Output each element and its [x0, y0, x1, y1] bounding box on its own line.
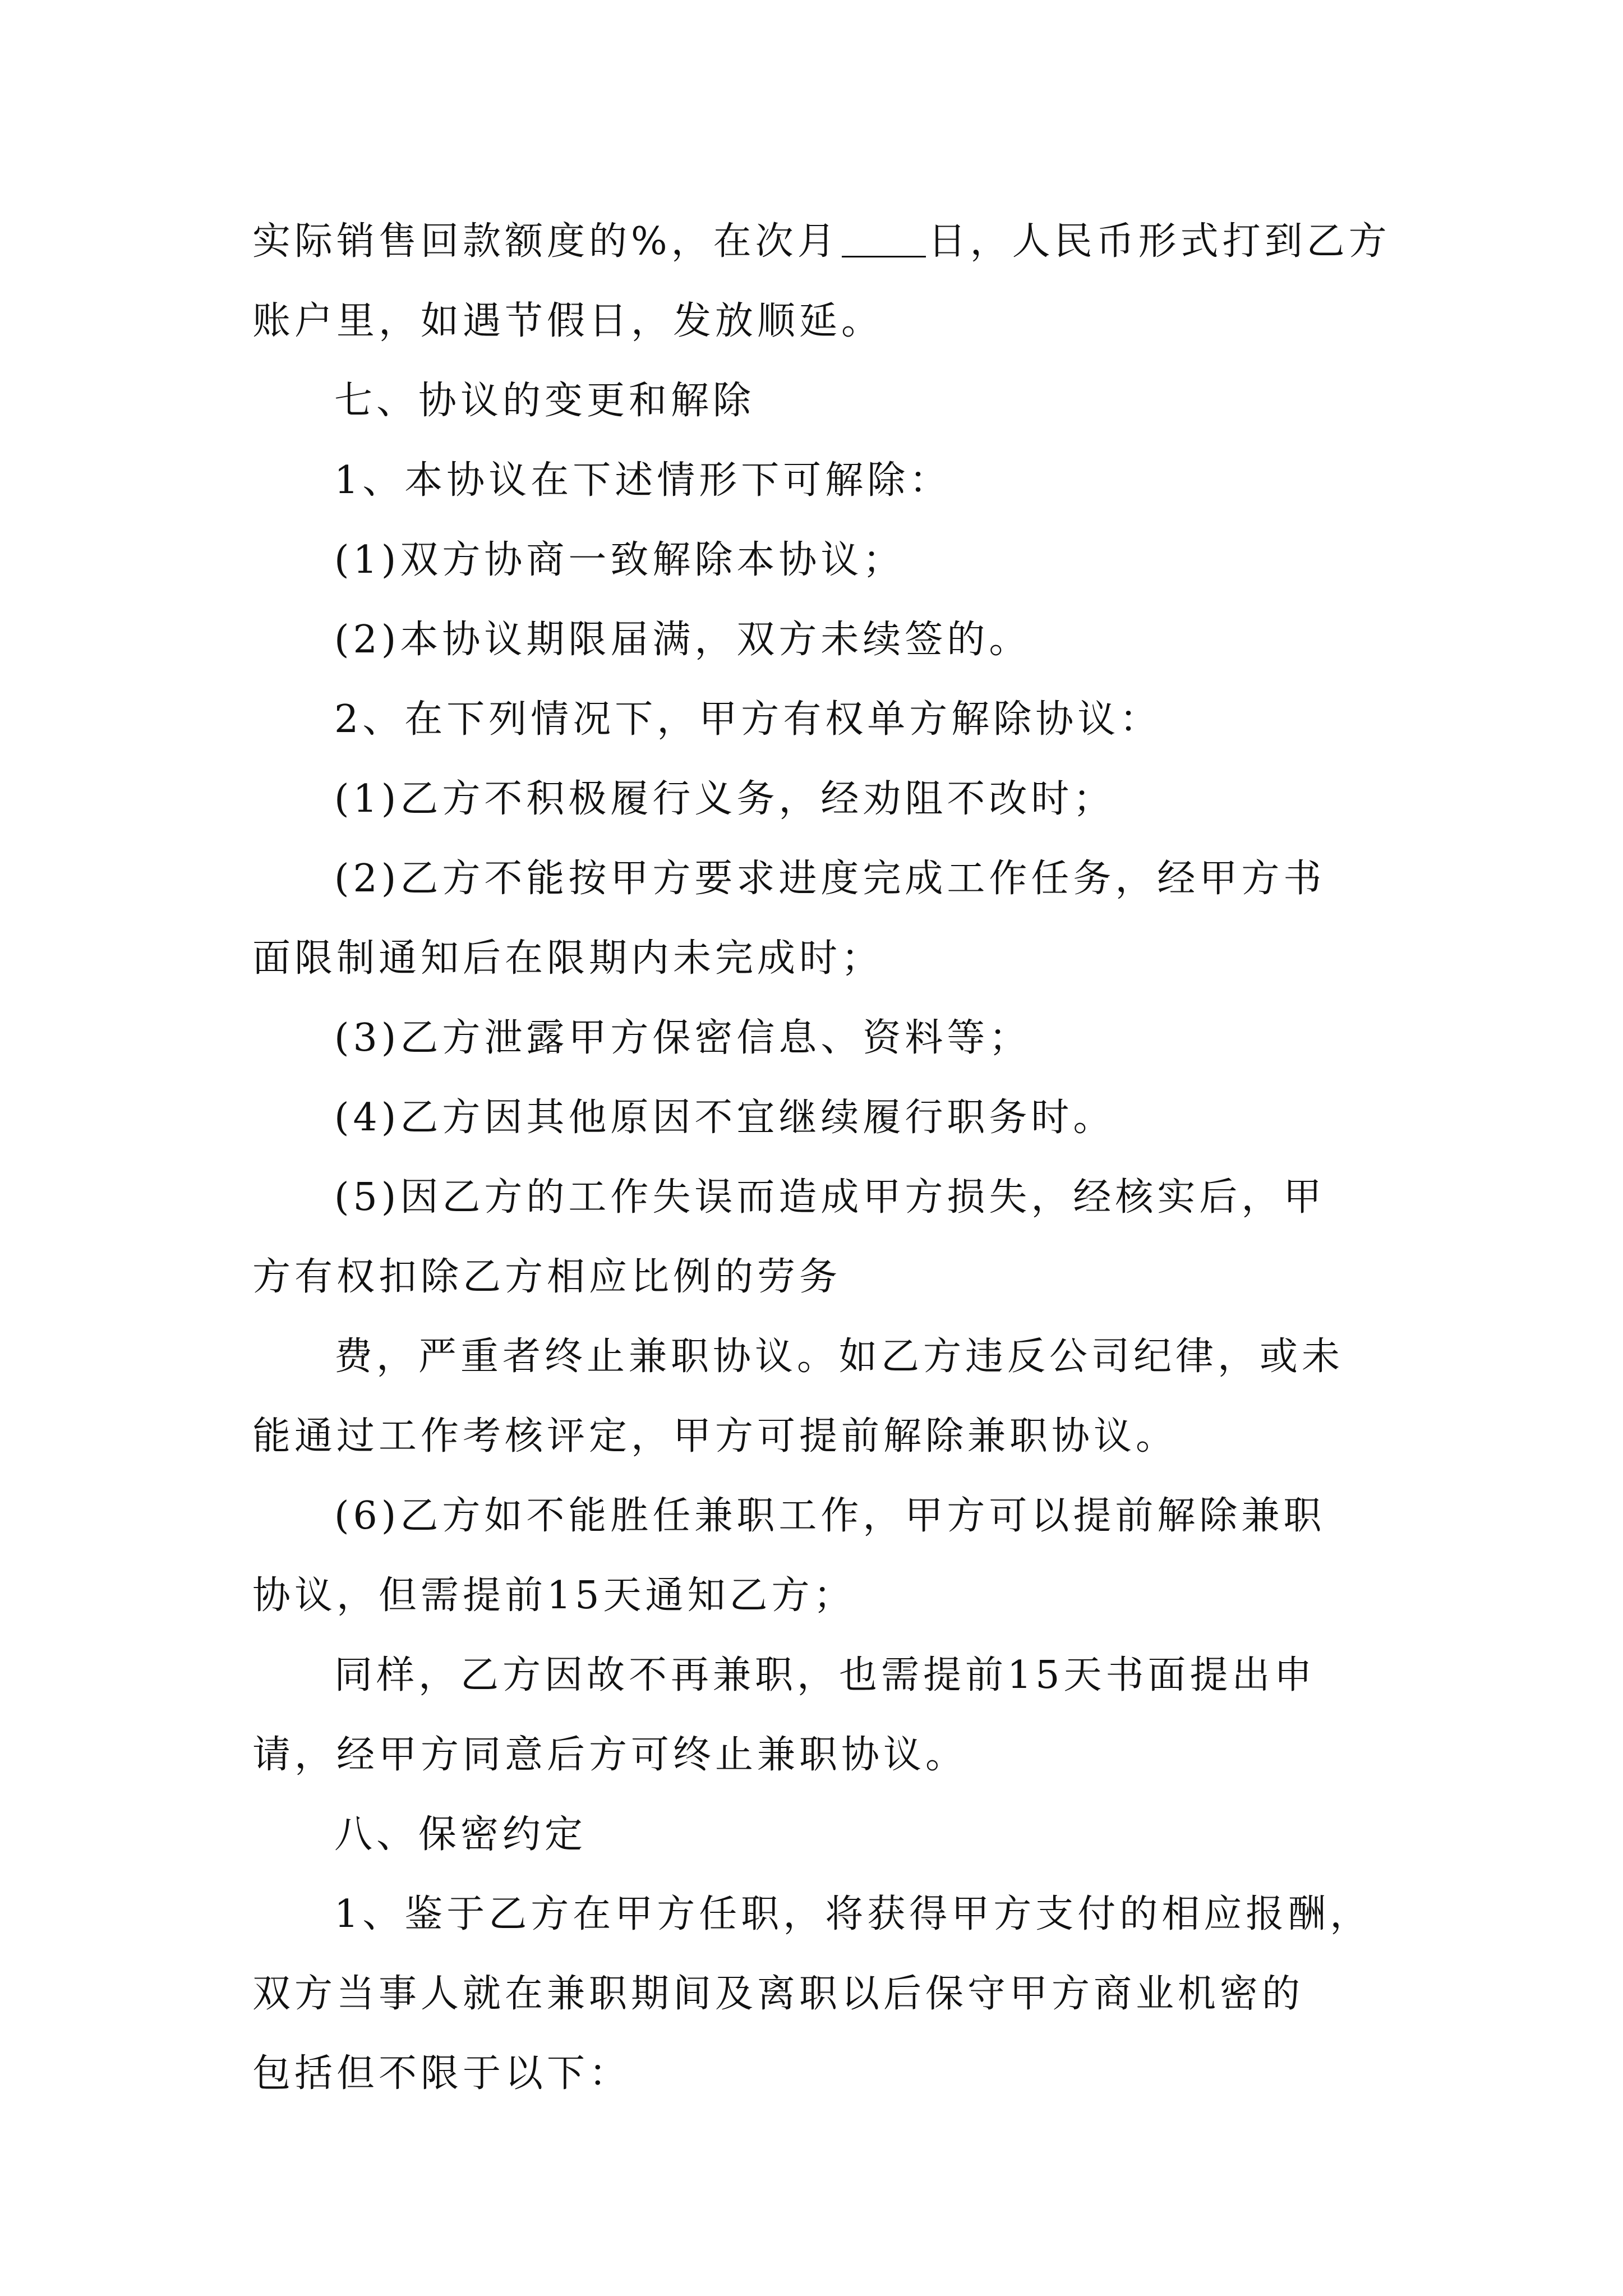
paragraph-line: 包括但不限于以下：: [252, 2051, 631, 2096]
section-heading: 七、协议的变更和解除: [334, 379, 755, 423]
section-heading: 八、保密约定: [334, 1812, 587, 1857]
text-segment: 实际销售回款额度的%，在次月: [252, 219, 840, 264]
paragraph-line: 双方当事人就在兼职期间及离职以后保守甲方商业机密的: [252, 1972, 1304, 2016]
paragraph-line: 同样，乙方因故不再兼职，也需提前15天书面提出申: [334, 1653, 1316, 1697]
paragraph-line: 请，经甲方同意后方可终止兼职协议。: [252, 1733, 968, 1777]
paragraph-line: 费，严重者终止兼职协议。如乙方违反公司纪律，或未: [334, 1335, 1344, 1379]
text-segment: 日，人民币形式打到乙方: [928, 219, 1391, 264]
paragraph-line: 方有权扣除乙方相应比例的劳务: [252, 1255, 842, 1299]
paragraph-line: [252, 202, 1396, 282]
clause-item: (3)乙方泄露甲方保密信息、资料等；: [334, 1016, 1031, 1060]
paragraph-line: 账户里，如遇节假日，发放顺延。: [252, 299, 884, 343]
clause-item: 2、在下列情况下，甲方有权单方解除协议：: [334, 697, 1162, 742]
clause-item: (1)乙方不积极履行义务，经劝阻不改时；: [334, 777, 1115, 821]
fill-in-blank: [842, 222, 926, 257]
clause-item: (5)因乙方的工作失误而造成甲方损失，经核实后，甲: [334, 1175, 1326, 1220]
clause-item: (2)本协议期限届满，双方未续签的。: [334, 618, 1031, 662]
paragraph-line: 能通过工作考核评定，甲方可提前解除兼职协议。: [252, 1414, 1178, 1458]
document-body: [252, 202, 1396, 2114]
clause-item: (2)乙方不能按甲方要求进度完成工作任务，经甲方书: [334, 857, 1326, 901]
paragraph-line: 面限制通知后在限期内未完成时；: [252, 936, 884, 981]
paragraph-line: 协议，但需提前15天通知乙方；: [252, 1573, 856, 1618]
clause-item: 1、鉴于乙方在甲方任职，将获得甲方支付的相应报酬，: [334, 1892, 1372, 1936]
clause-item: (6)乙方如不能胜任兼职工作，甲方可以提前解除兼职: [334, 1494, 1326, 1538]
clause-item: (4)乙方因其他原因不宜继续履行职务时。: [334, 1096, 1115, 1140]
clause-item: (1)双方协商一致解除本协议；: [334, 538, 905, 582]
clause-item: 1、本协议在下述情形下可解除：: [334, 458, 952, 503]
